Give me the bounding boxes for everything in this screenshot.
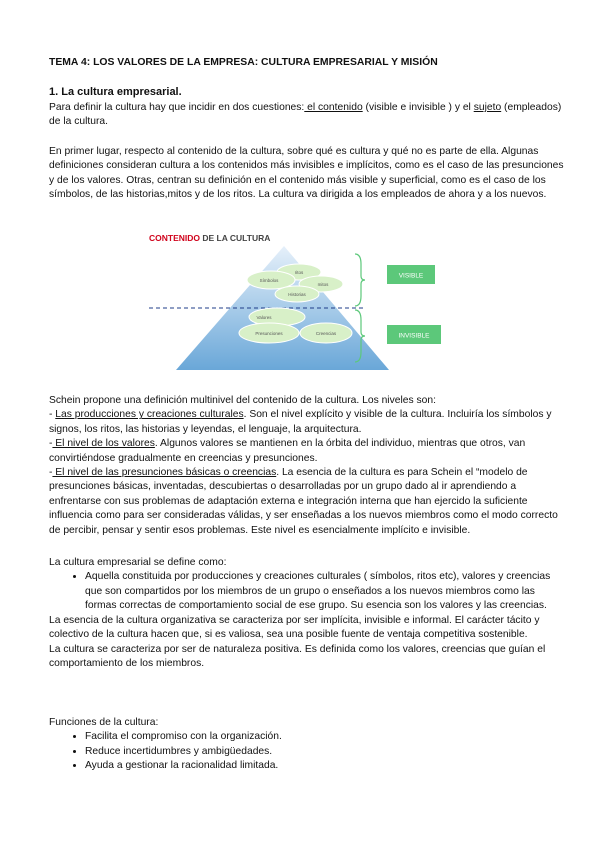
diagram-title-red: CONTENIDO: [149, 233, 200, 243]
level-3-dash: -: [49, 467, 53, 479]
ellipse-presunciones-label: Presunciones: [255, 331, 283, 336]
level-2-dash: -: [49, 438, 53, 450]
essence-paragraph-1: La esencia de la cultura organizativa se caracteriza por ser implícita, invisible e informal. El carácter tácito y colectivo de la cultura hacen que, si es valiosa, sea una posible fuente de ventaja competitiva sostenible.: [49, 615, 540, 641]
essence-section: [49, 614, 564, 672]
ellipse-historias-label: Historias: [288, 292, 306, 297]
invisible-label: INVISIBLE: [398, 332, 430, 340]
definition-list: [49, 570, 564, 613]
schein-level-2: [49, 437, 564, 466]
section-heading: 1. La cultura empresarial.: [49, 86, 182, 98]
ellipse-simbolos-label: Símbolos: [259, 278, 279, 283]
intro-contenido: el contenido: [304, 102, 363, 113]
level-1-text: . Son el nivel explícito y visible de la cultura. Incluiría los símbolos y signos, los ritos, las historias y leyendas, el lenguaje, la arquitectura.: [49, 409, 552, 435]
functions-list: [49, 730, 564, 773]
level-2-text: . Algunos valores se mantienen en la órbita del individuo, mientras que otros, van convirtiéndose gradualmente en creencias y presunciones.: [49, 438, 526, 464]
intro-text-b: (visible e invisible ) y el: [362, 102, 474, 113]
definition-bullet: • Aquella constituida por producciones y creaciones culturales ( símbolos, ritos etc), valores y creencias que son compartidos por los miembros de un grupo o enseñados a los nuevos miembros como las formas correctas de comportamiento social de ese grupo. Su esencia son los valores y las creencias.: [85, 570, 564, 613]
schein-level-3: [49, 466, 564, 538]
level-3-label: El nivel de las presunciones básicas o creencias: [52, 467, 277, 479]
intro-text-a: Para definir la cultura hay que incidir en dos cuestiones:: [49, 102, 305, 113]
level-2-label: El nivel de los valores: [52, 438, 155, 450]
document-title: TEMA 4: LOS VALORES DE LA EMPRESA: CULTURA EMPRESARIAL Y MISIÓN: [49, 57, 438, 68]
diagram-title-grey: DE LA CULTURA: [200, 233, 271, 243]
definition-section: [49, 556, 564, 614]
function-item: • Reduce incertidumbres y ambigüedades.: [85, 745, 564, 759]
level-3-text: . La esencia de la cultura es para Schein el “modelo de presunciones básicas, inventadas, descubiertas o desarrolladas por un grupo dado al ir aprendiendo a enfrentarse con sus problemas de adaptación externa e integración interna que han ejercido la suficiente influencia como para ser consideradas válidas, y ser enseñadas a los nuevos miembros como el modo correcto de percibir, pensar y sentir esos problemas. Este nivel es esencialmente implícito e invisible.: [49, 467, 558, 536]
ellipse-ritos-label: ritos: [294, 270, 304, 275]
function-item: • Facilita el compromiso con la organización.: [85, 730, 564, 744]
ellipse-creencias-label: Creencias: [315, 331, 337, 336]
ellipse-mitos-label: mitos: [317, 282, 329, 287]
ellipse-valores-label: Valores: [256, 315, 272, 320]
function-item: • Ayuda a gestionar la racionalidad limitada.: [85, 759, 564, 773]
intro-paragraph: [49, 101, 564, 130]
visible-label: VISIBLE: [398, 272, 424, 280]
level-1-label: Las producciones y creaciones culturales: [55, 409, 244, 421]
functions-intro: Funciones de la cultura:: [49, 717, 159, 728]
visible-brace: [355, 254, 365, 306]
essence-paragraph-2: La cultura se caracteriza por ser de naturaleza positiva. Es definida como los valores, creencias que guían el comportamiento de los miembros.: [49, 643, 546, 670]
definition-intro: La cultura empresarial se define como:: [49, 557, 227, 568]
intro-sujeto: sujeto: [473, 102, 502, 113]
content-paragraph: En primer lugar, respecto al contenido de la cultura, sobre qué es cultura y qué no es parte de ella. Algunas definiciones consideran cultura a los contenidos más invisibles e implícitos, como es el caso de las presunciones y de los valores. Otras, centran su definición en el contenido más visible y superficial, como es el caso de los símbolos, de las historias,mitos y de los ritos. La cultura va dirigida a los empleados de ahora y a los nuevos.: [49, 146, 564, 201]
schein-level-1: [49, 408, 564, 437]
diagram-title: [149, 233, 270, 243]
schein-section: [49, 394, 564, 538]
intro-text-c: (empleados) de la cultura.: [49, 102, 562, 128]
level-1-dash: -: [49, 409, 56, 421]
schein-intro: Schein propone una definición multinivel del contenido de la cultura. Los niveles son:: [49, 395, 436, 406]
culture-pyramid-diagram: [149, 228, 449, 373]
pyramid-svg: [149, 228, 449, 373]
functions-section: [49, 716, 564, 774]
